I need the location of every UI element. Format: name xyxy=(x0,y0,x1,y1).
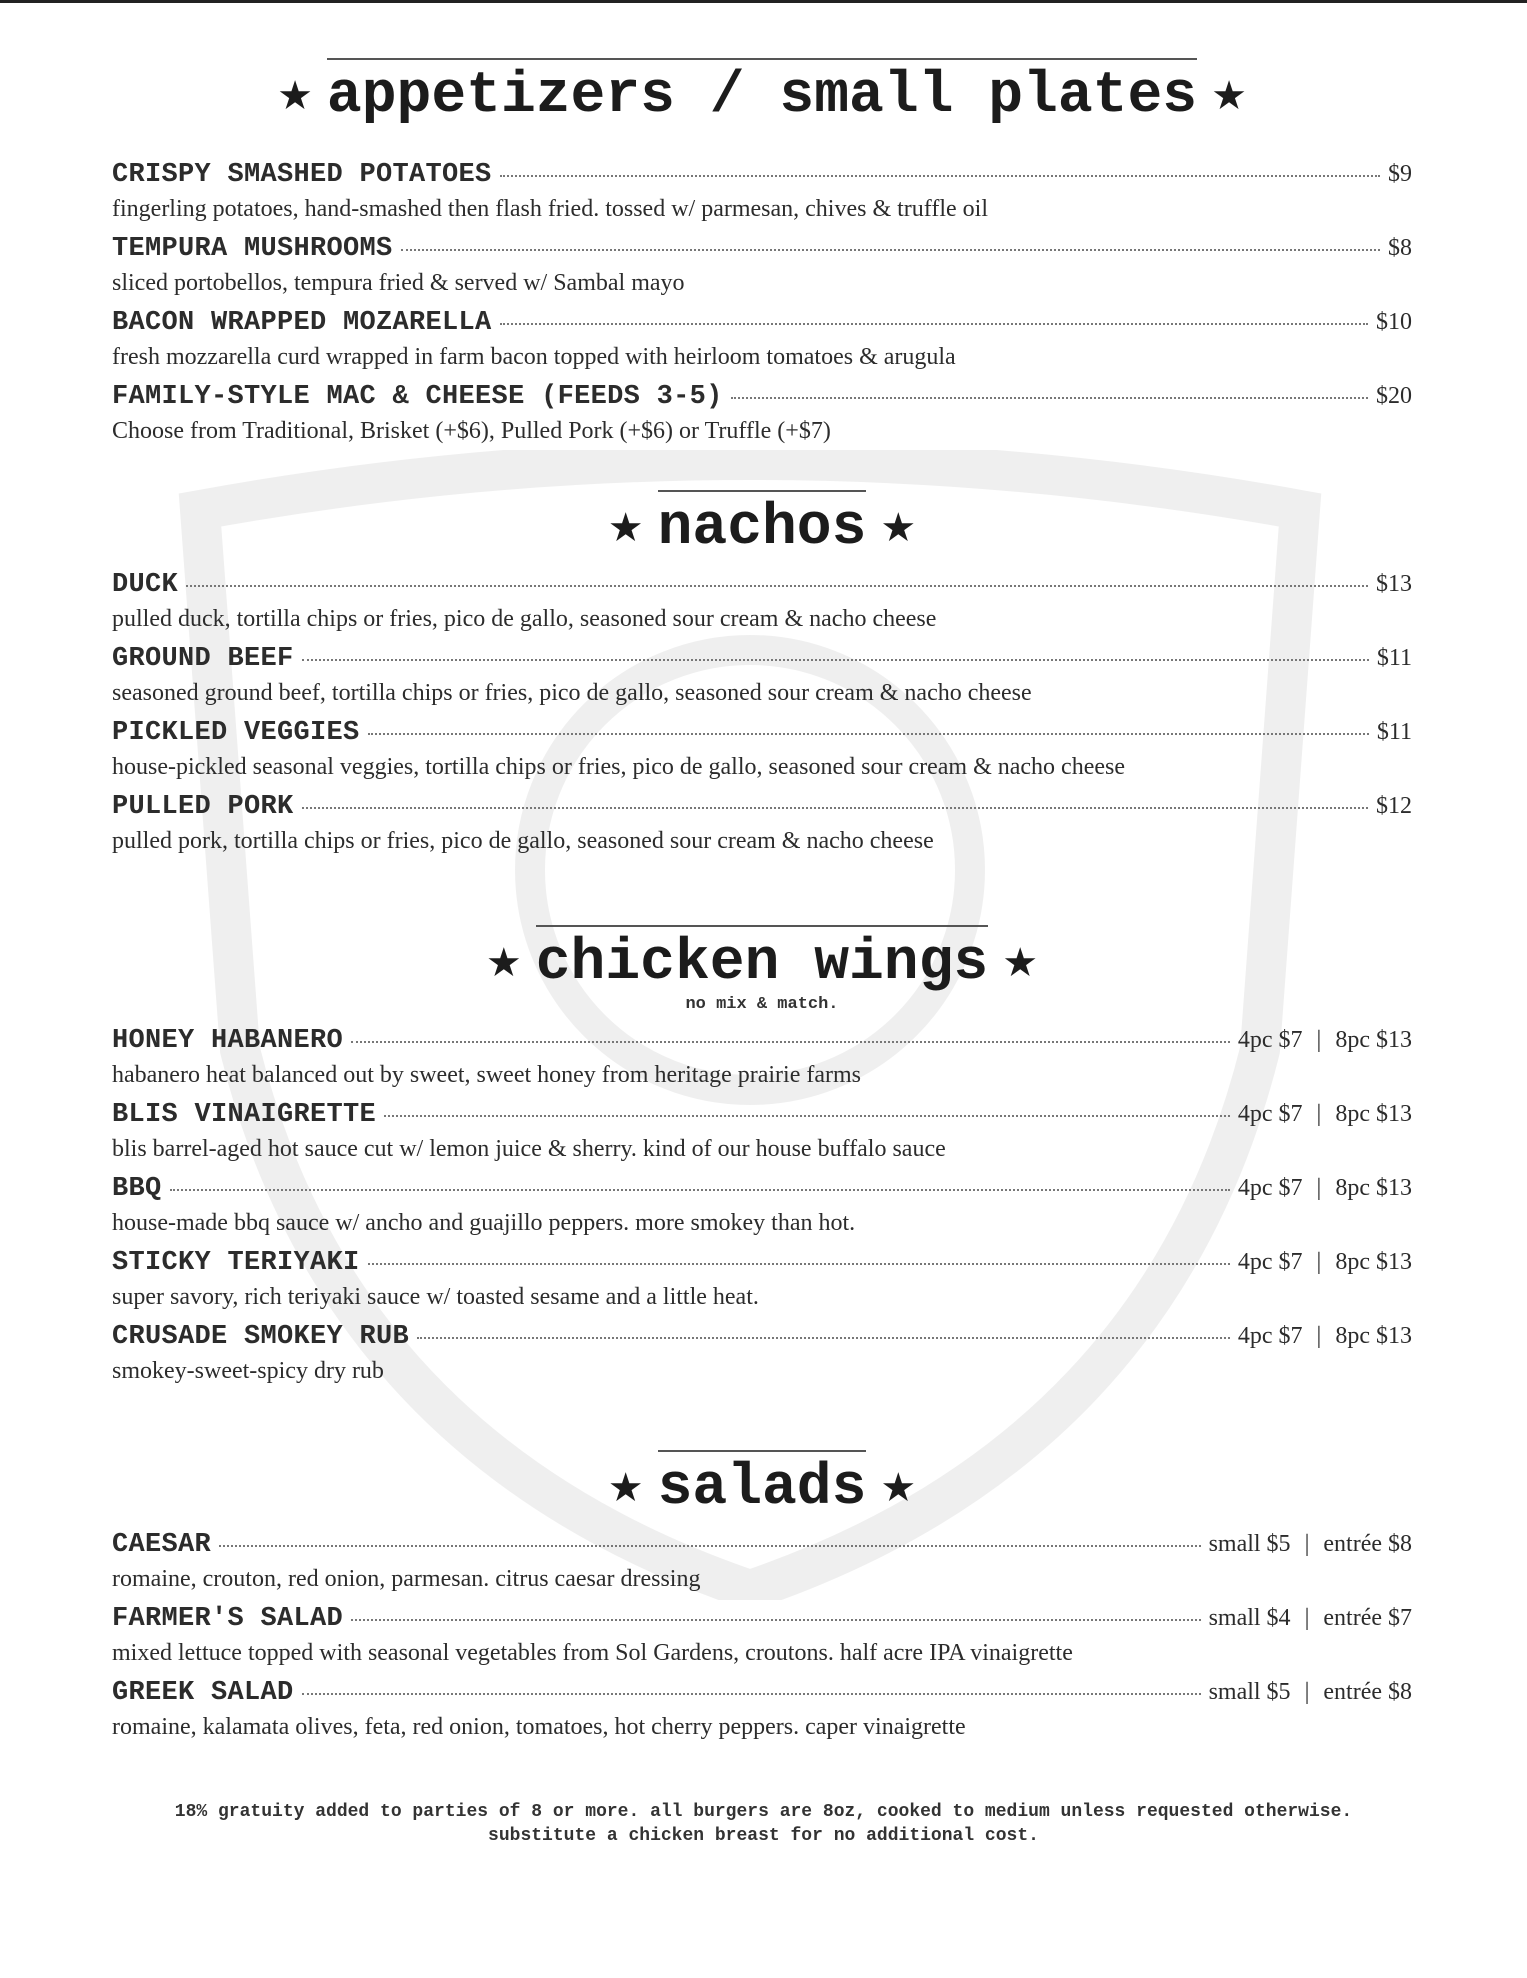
item-description: house-pickled seasonal veggies, tortilla chips or fries, pico de gallo, seasoned sour cream & nacho cheese xyxy=(112,754,1125,780)
menu-item xyxy=(112,308,1412,373)
item-price: $9 xyxy=(1388,161,1412,187)
item-price: $12 xyxy=(1376,793,1412,819)
dot-leader xyxy=(186,585,1368,587)
dot-leader xyxy=(351,1619,1201,1621)
price-separator: | xyxy=(1316,1323,1322,1349)
menu-item xyxy=(112,1678,1412,1743)
star-icon: ★ xyxy=(607,504,644,551)
price-large: 8pc $13 xyxy=(1335,1101,1412,1127)
price-separator: | xyxy=(1316,1101,1322,1127)
dot-leader xyxy=(351,1041,1230,1043)
price-large: 8pc $13 xyxy=(1335,1175,1412,1201)
price-large: 8pc $13 xyxy=(1335,1249,1412,1275)
menu-item xyxy=(112,718,1412,783)
price-small: 4pc $7 xyxy=(1237,1027,1303,1053)
price-entree: entrée $7 xyxy=(1323,1605,1412,1631)
item-name: CRUSADE SMOKEY RUB xyxy=(112,1322,410,1352)
star-icon: ★ xyxy=(485,939,522,986)
star-icon: ★ xyxy=(880,504,917,551)
item-name: DUCK xyxy=(112,570,179,600)
item-description: fresh mozzarella curd wrapped in farm bacon topped with heirloom tomatoes & arugula xyxy=(112,344,956,370)
price-entree: entrée $8 xyxy=(1323,1679,1412,1705)
star-icon: ★ xyxy=(880,1464,917,1511)
item-description: smokey-sweet-spicy dry rub xyxy=(112,1358,384,1384)
star-icon: ★ xyxy=(277,72,313,119)
menu-item xyxy=(112,160,1412,225)
item-name: BLIS VINAIGRETTE xyxy=(112,1100,377,1130)
dot-leader xyxy=(302,1693,1201,1695)
item-description: mixed lettuce topped with seasonal vegetables from Sol Gardens, croutons. half acre IPA vinaigrette xyxy=(112,1640,1073,1666)
section-heading: salads xyxy=(657,1456,867,1521)
item-description: habanero heat balanced out by sweet, sweet honey from heritage prairie farms xyxy=(112,1062,862,1088)
section-appetizers xyxy=(112,58,1412,456)
dot-leader xyxy=(368,733,1369,735)
item-name: GREEK SALAD xyxy=(112,1678,294,1708)
item-name: TEMPURA MUSHROOMS xyxy=(112,234,393,264)
item-price: $11 xyxy=(1376,719,1412,745)
item-price xyxy=(1209,1605,1412,1632)
menu-item xyxy=(112,382,1412,447)
item-name: CRISPY SMASHED POTATOES xyxy=(112,160,492,190)
star-icon: ★ xyxy=(1002,939,1039,986)
price-large: 8pc $13 xyxy=(1335,1323,1412,1349)
section-nachos xyxy=(112,490,1412,866)
dot-leader xyxy=(170,1189,1230,1191)
dot-leader xyxy=(302,659,1369,661)
menu-item xyxy=(112,792,1412,857)
section-heading: nachos xyxy=(657,496,867,561)
item-description: blis barrel-aged hot sauce cut w/ lemon juice & sherry. kind of our house buffalo sauce xyxy=(112,1136,946,1162)
dot-leader xyxy=(417,1337,1230,1339)
price-small: small $4 xyxy=(1208,1605,1291,1631)
item-name: BBQ xyxy=(112,1174,162,1204)
item-description: romaine, crouton, red onion, parmesan. citrus caesar dressing xyxy=(112,1566,701,1592)
item-price: $13 xyxy=(1376,571,1412,597)
item-name: PULLED PORK xyxy=(112,792,294,822)
item-price: $8 xyxy=(1388,235,1412,261)
dot-leader xyxy=(500,323,1368,325)
star-icon: ★ xyxy=(607,1464,644,1511)
item-name: PICKLED VEGGIES xyxy=(112,718,360,748)
menu-item xyxy=(112,1100,1412,1165)
item-price xyxy=(1238,1249,1412,1276)
item-name: CAESAR xyxy=(112,1530,212,1560)
price-entree: entrée $8 xyxy=(1323,1531,1412,1557)
item-price: $20 xyxy=(1376,383,1412,409)
footer-note: 18% gratuity added to parties of 8 or more. all burgers are 8oz, cooked to medium unless requested otherwise. substitute a chicken breast for no additional cost. xyxy=(174,1802,1353,1846)
star-icon: ★ xyxy=(1211,72,1247,119)
item-price: $11 xyxy=(1376,645,1412,671)
price-small: 4pc $7 xyxy=(1237,1323,1303,1349)
section-title-chicken-wings xyxy=(112,925,1412,997)
price-separator: | xyxy=(1316,1027,1322,1053)
price-small: 4pc $7 xyxy=(1237,1249,1303,1275)
item-description: house-made bbq sauce w/ ancho and guajillo peppers. more smokey than hot. xyxy=(112,1210,856,1236)
menu-item xyxy=(112,1530,1412,1595)
section-title-appetizers xyxy=(112,58,1412,138)
item-description: sliced portobellos, tempura fried & served w/ Sambal mayo xyxy=(112,270,685,296)
menu-item xyxy=(112,570,1412,635)
dot-leader xyxy=(731,397,1368,399)
menu-item xyxy=(112,644,1412,709)
section-salads xyxy=(112,1450,1412,1752)
section-subtitle: no mix & match. xyxy=(685,995,839,1014)
dot-leader xyxy=(368,1263,1230,1265)
price-small: small $5 xyxy=(1208,1679,1291,1705)
item-description: super savory, rich teriyaki sauce w/ toasted sesame and a little heat. xyxy=(112,1284,759,1310)
price-separator: | xyxy=(1304,1531,1310,1557)
price-small: small $5 xyxy=(1208,1531,1291,1557)
item-description: seasoned ground beef, tortilla chips or fries, pico de gallo, seasoned sour cream & nacho cheese xyxy=(112,680,1032,706)
item-price xyxy=(1238,1323,1412,1350)
dot-leader xyxy=(384,1115,1230,1117)
menu-item xyxy=(112,1026,1412,1091)
item-price xyxy=(1238,1101,1412,1128)
item-price: $10 xyxy=(1376,309,1412,335)
item-price xyxy=(1238,1027,1412,1054)
item-description: fingerling potatoes, hand-smashed then flash fried. tossed w/ parmesan, chives & truffle oil xyxy=(112,196,988,222)
section-title-nachos xyxy=(112,490,1412,570)
price-separator: | xyxy=(1316,1175,1322,1201)
price-separator: | xyxy=(1304,1679,1310,1705)
dot-leader xyxy=(401,249,1380,251)
section-title-salads xyxy=(112,1450,1412,1530)
item-description: pulled duck, tortilla chips or fries, pico de gallo, seasoned sour cream & nacho cheese xyxy=(112,606,937,632)
price-small: 4pc $7 xyxy=(1237,1101,1303,1127)
price-separator: | xyxy=(1304,1605,1310,1631)
top-border xyxy=(0,0,1527,3)
item-name: STICKY TERIYAKI xyxy=(112,1248,360,1278)
item-description: Choose from Traditional, Brisket (+$6), Pulled Pork (+$6) or Truffle (+$7) xyxy=(112,418,831,444)
price-small: 4pc $7 xyxy=(1237,1175,1303,1201)
price-large: 8pc $13 xyxy=(1335,1027,1412,1053)
item-name: GROUND BEEF xyxy=(112,644,294,674)
item-description: romaine, kalamata olives, feta, red onion, tomatoes, hot cherry peppers. caper vinaigrette xyxy=(112,1714,966,1740)
item-price xyxy=(1209,1531,1412,1558)
menu-item xyxy=(112,234,1412,299)
menu-item xyxy=(112,1174,1412,1239)
section-chicken-wings xyxy=(112,925,1412,1396)
item-price xyxy=(1209,1679,1412,1706)
menu-item xyxy=(112,1604,1412,1669)
price-separator: | xyxy=(1316,1249,1322,1275)
section-heading: appetizers / small plates xyxy=(326,64,1198,129)
item-price xyxy=(1238,1175,1412,1202)
section-heading: chicken wings xyxy=(535,931,989,996)
item-name: FAMILY-STYLE MAC & CHEESE (FEEDS 3-5) xyxy=(112,382,723,412)
dot-leader xyxy=(302,807,1368,809)
item-name: BACON WRAPPED MOZARELLA xyxy=(112,308,492,338)
dot-leader xyxy=(500,175,1380,177)
menu-item xyxy=(112,1248,1412,1313)
dot-leader xyxy=(219,1545,1201,1547)
item-description: pulled pork, tortilla chips or fries, pico de gallo, seasoned sour cream & nacho cheese xyxy=(112,828,934,854)
item-name: HONEY HABANERO xyxy=(112,1026,344,1056)
item-name: FARMER'S SALAD xyxy=(112,1604,344,1634)
menu-item xyxy=(112,1322,1412,1387)
